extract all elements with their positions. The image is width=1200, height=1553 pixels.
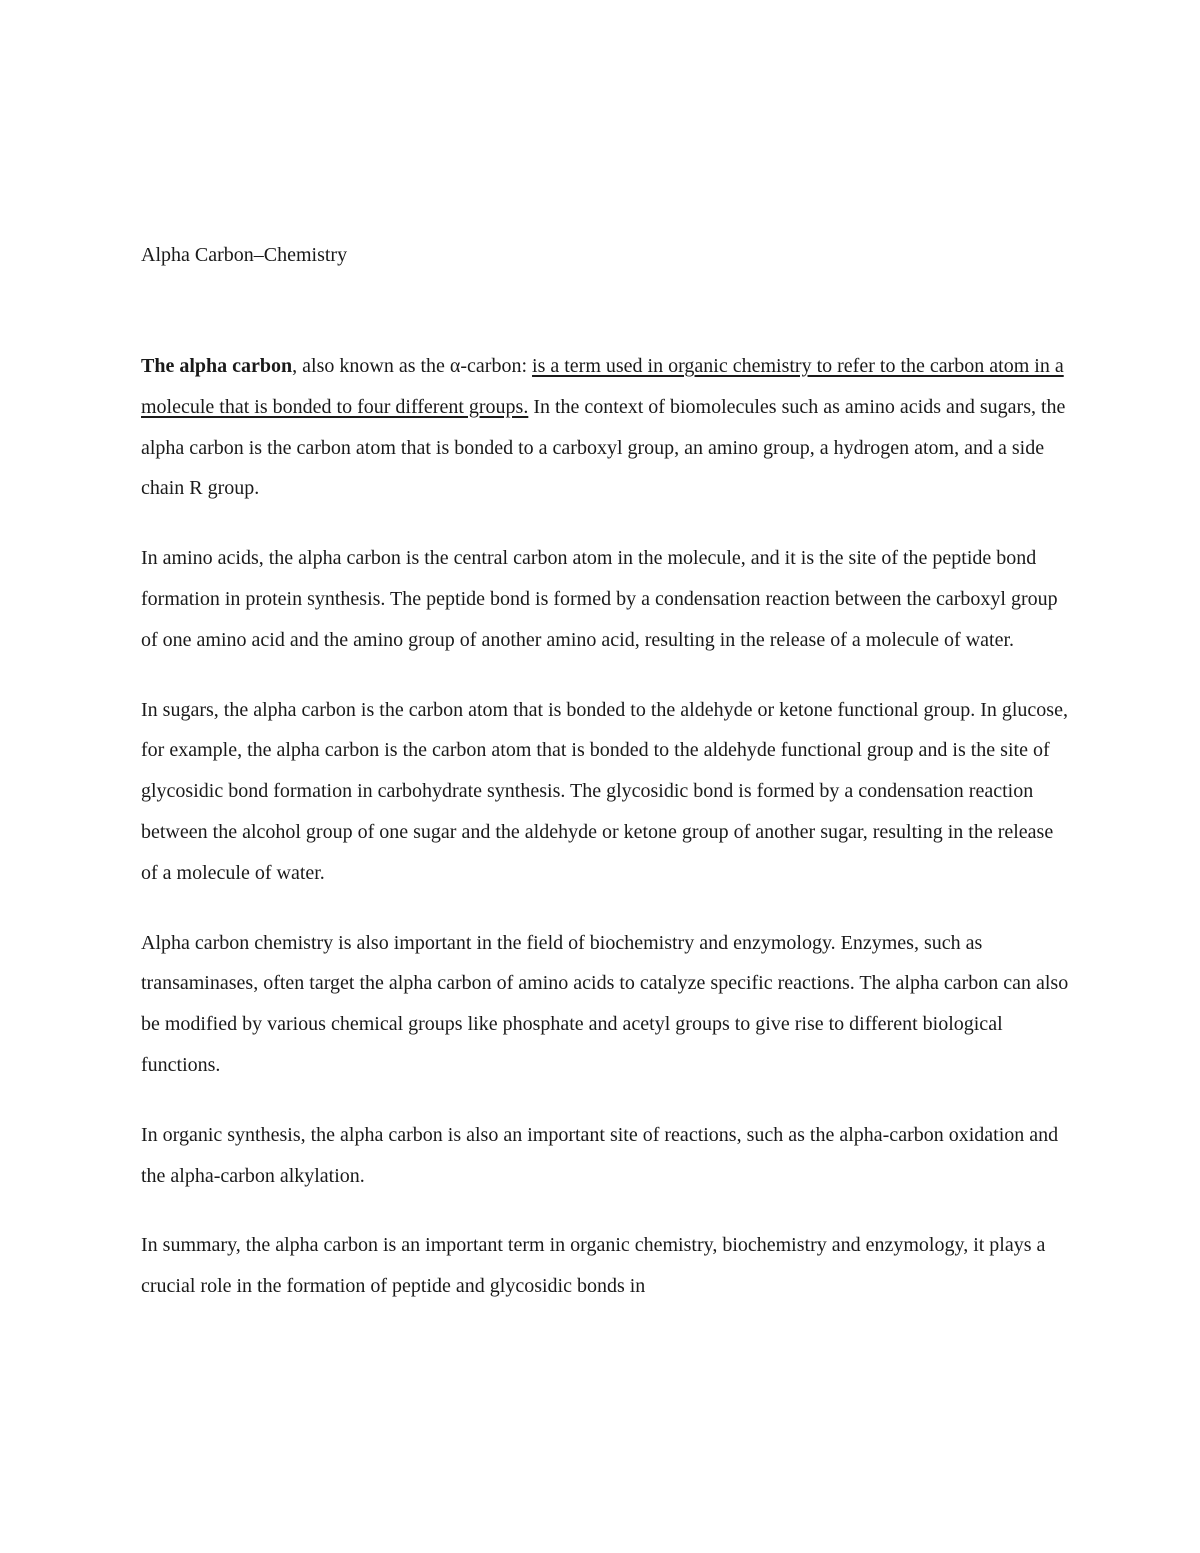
paragraph-amino-acids: In amino acids, the alpha carbon is the central carbon atom in the molecule, and it is the site of the peptide bond formation in protein synthesis. The peptide bond is formed by a condensation reaction between the carboxyl group of one amino acid and the amino group of another amino acid, resulting in the release of a molecule of water. — [141, 547, 1058, 651]
intro-after-bold: , also known as the α-carbon: — [292, 355, 533, 377]
paragraph-summary: In summary, the alpha carbon is an important term in organic chemistry, biochemistry and enzymology, it plays a crucial role in the formation of peptide and glycosidic bonds in — [141, 1234, 1046, 1298]
intro-rest: In the context of biomolecules such as amino acids and sugars, the alpha carbon is the carbon atom that is bonded to a carboxyl group, an amino group, a hydrogen atom, and a side chain R group. — [141, 395, 1066, 500]
bold-term: The alpha carbon — [141, 355, 293, 377]
paragraph-sugars: In sugars, the alpha carbon is the carbon atom that is bonded to the aldehyde or ketone functional group. In glucose, for example, the alpha carbon is the carbon atom that is bonded to the aldehyde functional group and is the site of glycosidic bond formation in carbohydrate synthesis. The glycosidic bond is formed by a condensation reaction between the alcohol group of one sugar and the aldehyde or ketone group of another sugar, resulting in the release of a molecule of water. — [141, 698, 1068, 884]
paragraph-biochemistry: Alpha carbon chemistry is also important in the field of biochemistry and enzymology. Enzymes, such as transaminases, often target the alpha carbon of amino acids to catalyze specific reactions. The alpha carbon can also be modified by various chemical groups like phosphate and acetyl groups to give rise to different biological functions. — [141, 931, 1069, 1076]
document-body — [141, 346, 1071, 1307]
paragraph-organic-synthesis: In organic synthesis, the alpha carbon is also an important site of reactions, such as the alpha-carbon oxidation and the alpha-carbon alkylation. — [141, 1123, 1059, 1187]
document-title: Alpha Carbon–Chemistry — [141, 244, 348, 266]
underlined-definition: is a term used in organic chemistry to refer to the carbon atom in a molecule that is bonded to four different groups. — [141, 355, 1064, 418]
intro-paragraph — [141, 346, 1071, 509]
